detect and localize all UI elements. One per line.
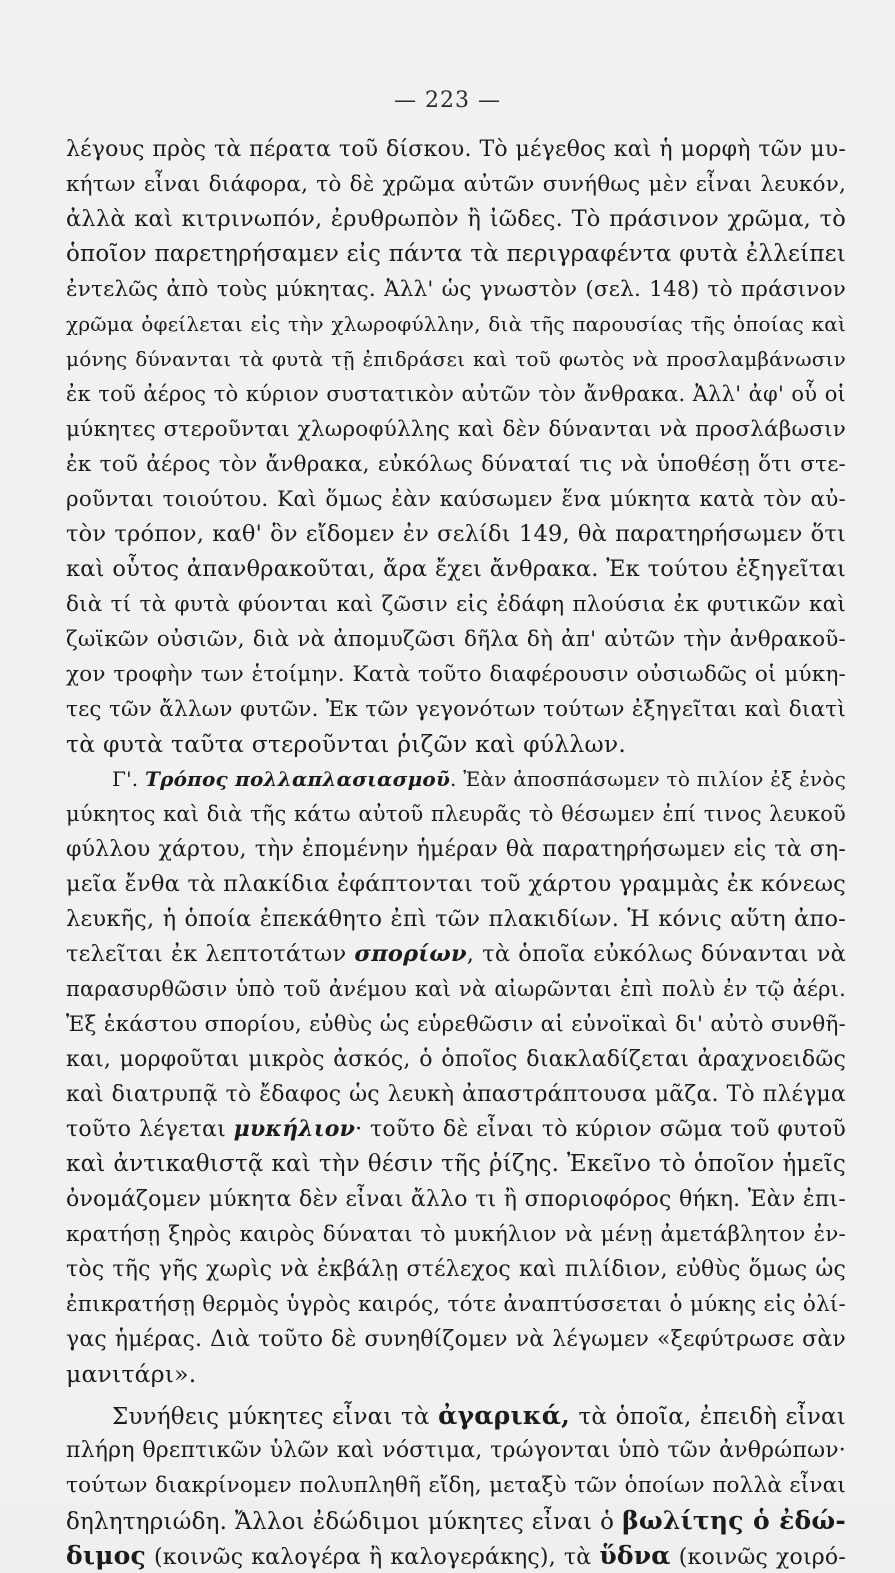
- emphasized-term: μυκήλιον: [233, 1116, 356, 1142]
- text-line: [66, 1112, 846, 1147]
- text-line: [66, 902, 846, 937]
- text-run: τὸν τρόπον, καθ' ὃν εἴδομεν ἐν σελίδι 149, θὰ παρατηρήσωμεν ὅτι: [66, 521, 846, 547]
- text-line: [66, 307, 846, 342]
- text-run: ἐκ τοῦ ἀέρος τὸ κύριον συστατικὸν αὐτῶν τὸν ἄνθρακα. Ἀλλ' ἀφ' οὗ οἱ: [66, 382, 846, 406]
- text-run: ὀνομάζομεν μύκητα δὲν εἶναι ἄλλο τι ἢ σποριοφόρος θήκη. Ἐὰν ἐπι-: [66, 1187, 846, 1212]
- text-line: [66, 1077, 846, 1112]
- text-run: ἐκ τοῦ ἀέρος τὸν ἄνθρακα, εὐκόλως δύναταί τις νὰ ὑποθέσῃ ὅτι στε-: [66, 452, 846, 477]
- body-text: [66, 132, 846, 1573]
- text-run: (κοινῶς χοιρό-: [670, 1545, 846, 1570]
- text-run: · τοῦτο δὲ εἶναι τὸ κύριον σῶμα τοῦ φυτοῦ: [355, 1117, 846, 1142]
- text-line: [66, 1538, 846, 1573]
- text-line: [66, 1042, 846, 1077]
- text-line: [66, 202, 846, 237]
- text-line: [66, 1182, 846, 1217]
- text-run: μεῖα ἔνθα τὰ πλακίδια ἐφάπτονται τοῦ χάρτου γραμμὰς ἐκ κόνεως: [66, 871, 846, 897]
- text-run: ζωϊκῶν οὐσιῶν, διὰ νὰ ἀπομυζῶσι δῆλα δὴ ἀπ' αὐτῶν τὴν ἀνθρακοῦ-: [66, 627, 846, 652]
- page-number: — 223 —: [394, 88, 501, 113]
- text-line: [66, 657, 846, 692]
- text-line: [66, 587, 846, 622]
- text-line: [66, 552, 846, 587]
- text-run: μανιτάρι».: [66, 1360, 197, 1388]
- text-run: τὰ φυτὰ ταῦτα στεροῦνται ῥιζῶν καὶ φύλλων.: [66, 730, 626, 758]
- emphasized-term: διμος: [66, 1541, 146, 1570]
- text-line: [66, 447, 846, 482]
- text-line: [66, 517, 846, 552]
- text-run: καὶ ἀντικαθιστᾷ καὶ τὴν θέσιν τῆς ῥίζης. Ἐκεῖνο τὸ ὁποῖον ἡμεῖς: [66, 1151, 846, 1177]
- emphasized-term: Τρόπος πολλαπλασιασμοῦ: [145, 767, 451, 791]
- text-line: [66, 167, 846, 202]
- text-line: [66, 622, 846, 657]
- text-run: μύκητες στεροῦνται χλωροφύλλης καὶ δὲν δύνανται νὰ προσλάβωσιν: [66, 417, 846, 442]
- text-line: [66, 1147, 846, 1182]
- text-run: καὶ διατρυπᾷ τὸ ἔδαφος ὡς λευκὴ ἀπαστράπτουσα μᾶζα. Τὸ πλέγμα: [66, 1082, 846, 1107]
- text-line: [66, 832, 846, 867]
- text-run: και, μορφοῦται μικρὸς ἀσκός, ὁ ὁποῖος διακλαδίζεται ἀραχνοειδῶς: [66, 1047, 846, 1072]
- text-line: [66, 377, 846, 412]
- text-line: [66, 937, 846, 972]
- text-line: [66, 1322, 846, 1357]
- text-line: [66, 1007, 846, 1042]
- text-run: λέγους πρὸς τὰ πέρατα τοῦ δίσκου. Τὸ μέγεθος καὶ ἡ μορφὴ τῶν μυ-: [66, 137, 846, 162]
- text-line: [66, 1468, 846, 1503]
- text-run: τελεῖται ἐκ λεπτοτάτων: [66, 941, 355, 967]
- text-line: [66, 867, 846, 902]
- text-run: (κοινῶς καλογέρα ἢ καλογεράκης), τὰ: [145, 1545, 600, 1570]
- text-run: φύλλου χάρτου, τὴν ἐπομένην ἡμέραν θὰ παρατηρήσωμεν εἰς τὰ ση-: [66, 837, 846, 862]
- text-run: τες τῶν ἄλλων φυτῶν. Ἐκ τῶν γεγονότων τούτων ἐξηγεῖται καὶ διατὶ: [66, 697, 846, 722]
- emphasized-term: ἀγαρικά,: [438, 1401, 571, 1430]
- text-run: μόνης δύνανται τὰ φυτὰ τῇ ἐπιδράσει καὶ τοῦ φωτὸς νὰ προσλαμβάνωσιν: [66, 347, 846, 371]
- text-run: μύκητος καὶ διὰ τῆς κάτω αὐτοῦ πλευρᾶς τὸ θέσωμεν ἐπί τινος λευκοῦ: [66, 802, 846, 826]
- text-line: [66, 1357, 846, 1392]
- text-run: πλήρη θρεπτικῶν ὑλῶν καὶ νόστιμα, τρώγονται ὑπὸ τῶν ἀνθρώπων·: [66, 1438, 846, 1463]
- text-run: Ἐξ ἑκάστου σπορίου, εὐθὺς ὡς εὑρεθῶσιν αἱ εὐνοϊκαὶ δι' αὐτὸ συνθῆ-: [66, 1012, 846, 1037]
- emphasized-term: βωλίτης ὁ ἐδώ-: [622, 1506, 846, 1535]
- text-line: [66, 482, 846, 517]
- text-run: χον τροφὴν των ἑτοίμην. Κατὰ τοῦτο διαφέρουσιν οὐσιωδῶς οἱ μύκη-: [66, 662, 846, 687]
- text-line: [66, 1503, 846, 1538]
- text-line: [66, 797, 846, 832]
- text-line: [66, 272, 846, 307]
- text-run: διὰ τί τὰ φυτὰ φύονται καὶ ζῶσιν εἰς ἐδάφη πλούσια ἐκ φυτικῶν καὶ: [66, 592, 846, 617]
- text-line: [66, 1252, 846, 1287]
- text-run: ἐπικρατήσῃ θερμὸς ὑγρὸς καιρός, τότε ἀναπτύσσεται ὁ μύκης εἰς ὀλί-: [66, 1292, 846, 1317]
- text-run: κήτων εἶναι διάφορα, τὸ δὲ χρῶμα αὐτῶν συνήθως μὲν εἶναι λευκόν,: [66, 172, 846, 197]
- text-run: Συνήθεις μύκητες εἶναι τὰ: [112, 1404, 439, 1430]
- text-run: παρασυρθῶσιν ὑπὸ τοῦ ἀνέμου καὶ νὰ αἰωρῶνται ἐπὶ πολὺ ἐν τῷ ἀέρι.: [66, 977, 846, 1001]
- text-run: , τὰ ὁποῖα εὐκόλως δύνανται νὰ: [466, 941, 846, 967]
- text-line: [66, 132, 846, 167]
- text-line: [66, 342, 846, 377]
- text-run: κρατήσῃ ξηρὸς καιρὸς δύναται τὸ μυκήλιον νὰ μένῃ ἀμετάβλητον ἐν-: [66, 1222, 846, 1247]
- text-line: [66, 237, 846, 272]
- text-line: [66, 762, 846, 797]
- text-run: . Ἐὰν ἀποσπάσωμεν τὸ πιλίον ἐξ ἑνὸς: [450, 767, 846, 791]
- text-line: [66, 972, 846, 1007]
- text-run: τοῦτο λέγεται: [66, 1117, 234, 1142]
- text-line: [66, 692, 846, 727]
- text-run: λευκῆς, ἡ ὁποία ἐπεκάθητο ἐπὶ τῶν πλακιδίων. Ἡ κόνις αὕτη ἀπο-: [66, 906, 846, 932]
- text-line: [66, 1433, 846, 1468]
- text-run: γας ἡμέρας. Διὰ τοῦτο δὲ συνηθίζομεν νὰ λέγωμεν «ξεφύτρωσε σὰν: [66, 1327, 846, 1352]
- text-run: ἀλλὰ καὶ κιτρινωπόν, ἐρυθρωπὸν ἢ ἰῶδες. Τὸ πράσινον χρῶμα, τὸ: [66, 206, 846, 232]
- text-line: [66, 412, 846, 447]
- text-run: ὁποῖον παρετηρήσαμεν εἰς πάντα τὰ περιγραφέντα φυτὰ ἐλλείπει: [66, 241, 846, 267]
- text-run: χρῶμα ὀφείλεται εἰς τὴν χλωροφύλλην, διὰ τῆς παρουσίας τῆς ὁποίας καὶ: [66, 312, 846, 336]
- text-line: [66, 1398, 846, 1433]
- text-run: τὰ ὁποῖα, ἐπειδὴ εἶναι: [570, 1404, 846, 1430]
- text-run: Γ'.: [112, 767, 145, 791]
- text-run: ἐντελῶς ἀπὸ τοὺς μύκητας. Ἀλλ' ὡς γνωστὸν (σελ. 148) τὸ πράσινον: [66, 277, 846, 302]
- text-line: [66, 1287, 846, 1322]
- text-run: τὸς τῆς γῆς χωρὶς νὰ ἐκβάλῃ στέλεχος καὶ πιλίδιον, εὐθὺς ὅμως ὡς: [66, 1257, 846, 1282]
- emphasized-term: σπορίων: [354, 941, 467, 967]
- text-line: [66, 727, 846, 762]
- text-run: δηλητηριώδη. Ἄλλοι ἐδώδιμοι μύκητες εἶναι ὁ: [66, 1509, 623, 1535]
- text-run: τούτων διακρίνομεν πολυπληθῆ εἴδη, μεταξὺ τῶν ὁποίων πολλὰ εἶναι: [66, 1473, 846, 1498]
- text-line: [66, 1217, 846, 1252]
- text-run: καὶ οὗτος ἀπανθρακοῦται, ἄρα ἔχει ἄνθρακα. Ἐκ τούτου ἐξηγεῖται: [66, 556, 846, 582]
- text-run: ροῦνται τοιούτου. Καὶ ὅμως ἐὰν καύσωμεν ἕνα μύκητα κατὰ τὸν αὐ-: [66, 487, 846, 512]
- emphasized-term: ὕδνα: [599, 1541, 671, 1570]
